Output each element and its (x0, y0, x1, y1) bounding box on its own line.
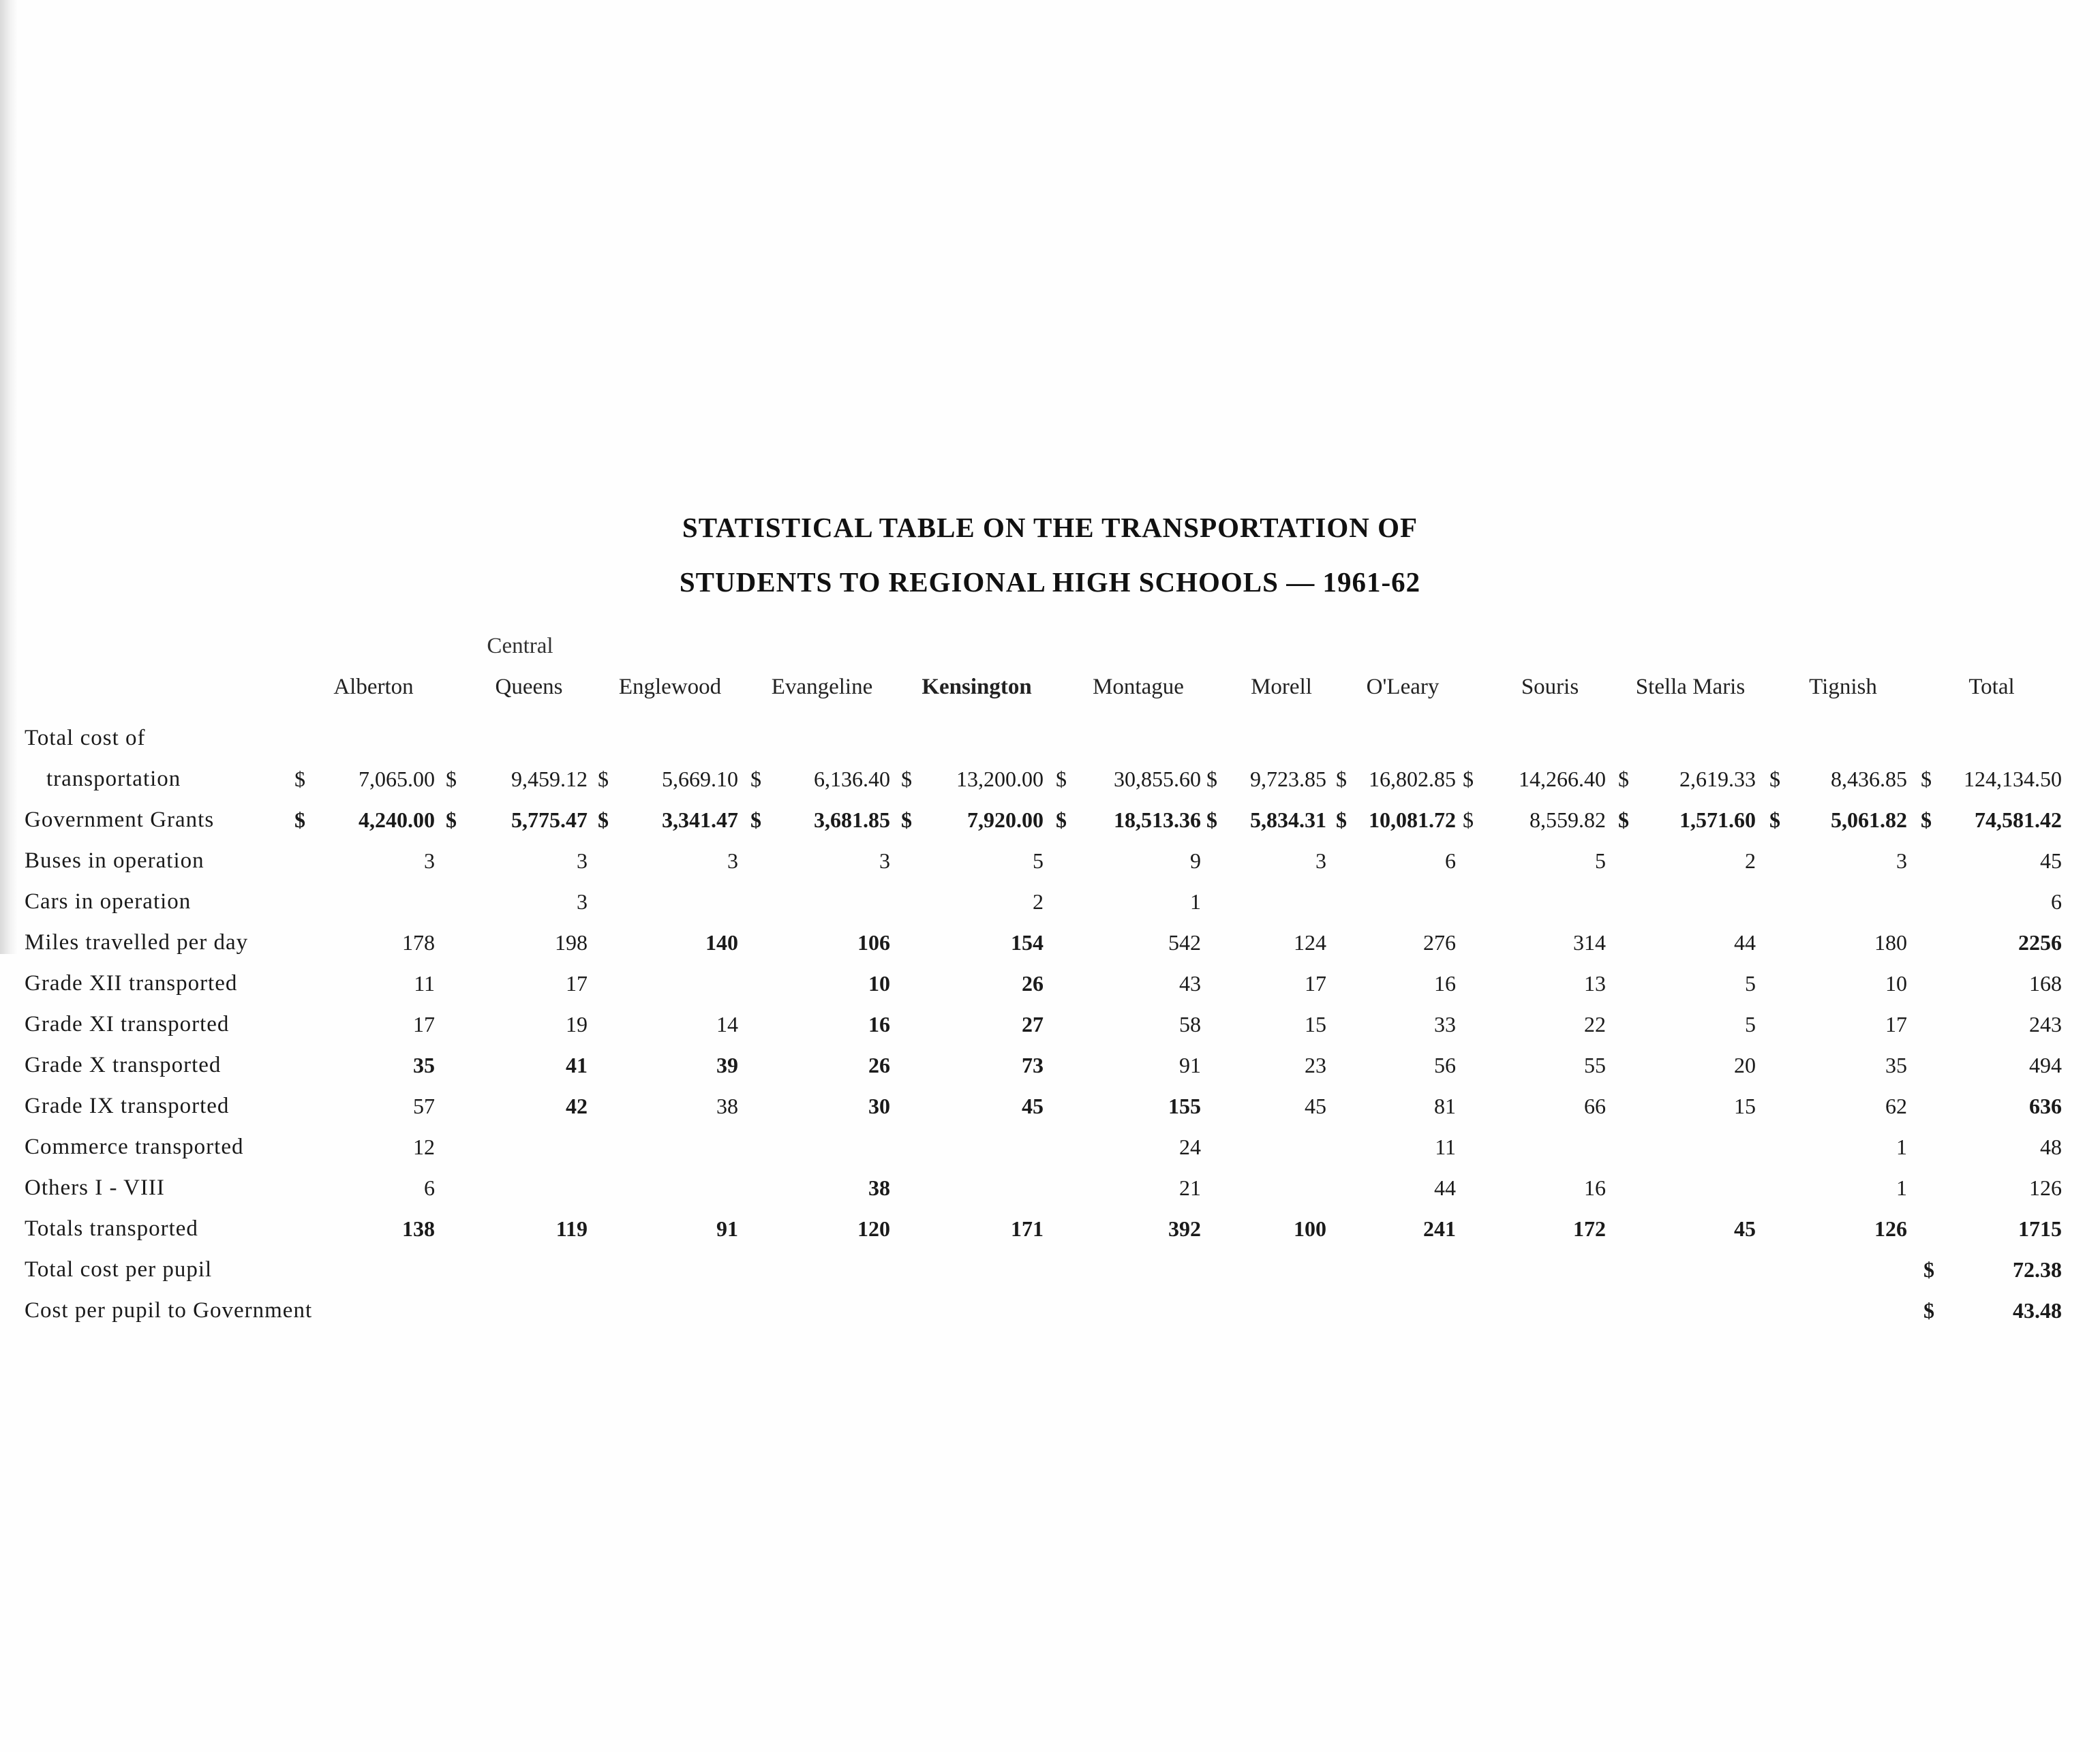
currency-symbol: $ (1923, 1257, 1934, 1282)
cars-cell: 6 (2051, 889, 2062, 914)
g11-cell: 17 (413, 1012, 435, 1036)
cars-label: Cars in operation (25, 889, 192, 914)
commerce-cell: 12 (413, 1135, 435, 1159)
g11-cell: 243 (2029, 1012, 2062, 1036)
total_cost-cell: 5,669.10 (662, 767, 738, 791)
g12-cell: 10 (1885, 971, 1907, 996)
column-header-o-leary: O'Leary (1366, 675, 1440, 699)
currency-symbol: $ (1923, 1298, 1934, 1323)
currency-symbol: $ (1618, 808, 1629, 832)
miles-cell: 124 (1294, 930, 1326, 955)
g9-cell: 81 (1434, 1094, 1456, 1118)
miles-cell: 44 (1734, 930, 1756, 955)
miles-cell: 106 (857, 930, 890, 955)
g9-cell: 15 (1734, 1094, 1756, 1118)
g10-cell: 20 (1734, 1053, 1756, 1077)
miles-cell: 314 (1573, 930, 1606, 955)
title-line-2: STUDENTS TO REGIONAL HIGH SCHOOLS — 1961-62 (679, 566, 1421, 598)
buses-cell: 3 (1315, 848, 1326, 873)
currency-symbol: $ (294, 808, 305, 832)
g12-cell: 168 (2029, 971, 2062, 996)
grants-cell: 3,681.85 (814, 808, 890, 832)
cost-per-pupil-government-label: Cost per pupil to Government (25, 1298, 313, 1323)
buses-cell: 5 (1033, 848, 1044, 873)
buses-cell: 3 (1896, 848, 1907, 873)
cars-cell: 1 (1190, 889, 1201, 914)
g11-cell: 16 (868, 1012, 890, 1036)
currency-symbol: $ (901, 767, 912, 791)
g10-cell: 23 (1305, 1053, 1326, 1077)
miles-cell: 198 (555, 930, 588, 955)
miles-cell: 154 (1011, 930, 1044, 955)
totals-cell: 126 (1874, 1216, 1907, 1241)
others-cell: 1 (1896, 1175, 1907, 1200)
commerce-cell: 48 (2040, 1135, 2062, 1159)
g11-cell: 22 (1584, 1012, 1606, 1036)
currency-symbol: $ (1336, 767, 1347, 791)
g12-cell: 13 (1584, 971, 1606, 996)
others-cell: 126 (2029, 1175, 2062, 1200)
g12-cell: 10 (868, 971, 890, 996)
g9-label: Grade IX transported (25, 1094, 230, 1118)
g9-cell: 45 (1305, 1094, 1326, 1118)
g9-cell: 42 (566, 1094, 588, 1118)
others-label: Others I - VIII (25, 1175, 165, 1200)
total_cost-cell: 30,855.60 (1114, 767, 1201, 791)
miles-cell: 178 (402, 930, 435, 955)
currency-symbol: $ (1056, 808, 1067, 832)
currency-symbol: $ (1056, 767, 1067, 791)
total_cost-cell: 8,436.85 (1831, 767, 1907, 791)
grants-label: Government Grants (25, 808, 215, 832)
g10-cell: 35 (413, 1053, 435, 1077)
grants-cell: 18,513.36 (1114, 808, 1201, 832)
total_cost-cell: 13,200.00 (956, 767, 1044, 791)
column-header-stella-maris: Stella Maris (1635, 675, 1746, 699)
miles-cell: 542 (1168, 930, 1201, 955)
g11-cell: 58 (1179, 1012, 1201, 1036)
column-header-souris: Souris (1521, 675, 1579, 699)
g10-cell: 55 (1584, 1053, 1606, 1077)
total_cost-cell: 16,802.85 (1369, 767, 1456, 791)
grants-cell: 5,834.31 (1250, 808, 1326, 832)
title-line-1: STATISTICAL TABLE ON THE TRANSPORTATION OF (682, 512, 1418, 543)
grants-cell: 7,920.00 (967, 808, 1044, 832)
total_cost-cell: 2,619.33 (1679, 767, 1756, 791)
total_cost-cell: 14,266.40 (1519, 767, 1606, 791)
g12-cell: 17 (1305, 971, 1326, 996)
column-header-montague: Montague (1093, 675, 1184, 699)
g9-cell: 45 (1022, 1094, 1044, 1118)
totals-cell: 91 (716, 1216, 738, 1241)
currency-symbol: $ (1206, 808, 1217, 832)
total_cost-label-line-2: transportation (46, 767, 181, 791)
grants-cell: 74,581.42 (1975, 808, 2062, 832)
currency-symbol: $ (1921, 808, 1932, 832)
others-cell: 38 (868, 1175, 890, 1200)
buses-cell: 3 (879, 848, 890, 873)
g9-cell: 636 (2029, 1094, 2062, 1118)
g10-cell: 91 (1179, 1053, 1201, 1077)
totals-cell: 120 (857, 1216, 890, 1241)
totals-cell: 172 (1573, 1216, 1606, 1241)
others-cell: 16 (1584, 1175, 1606, 1200)
totals-cell: 1715 (2018, 1216, 2062, 1241)
others-cell: 6 (424, 1175, 435, 1200)
column-header-queens: Queens (495, 675, 563, 699)
column-header-prefix-central: Central (487, 634, 553, 658)
g9-cell: 30 (868, 1094, 890, 1118)
miles-label: Miles travelled per day (25, 930, 249, 955)
totals-cell: 241 (1423, 1216, 1456, 1241)
totals-cell: 138 (402, 1216, 435, 1241)
g10-label: Grade X transported (25, 1053, 222, 1077)
column-header-alberton: Alberton (333, 675, 414, 699)
commerce-cell: 24 (1179, 1135, 1201, 1159)
currency-symbol: $ (598, 808, 609, 832)
g12-cell: 43 (1179, 971, 1201, 996)
total_cost-cell: 9,459.12 (511, 767, 588, 791)
miles-cell: 276 (1423, 930, 1456, 955)
total_cost-cell: 9,723.85 (1250, 767, 1326, 791)
currency-symbol: $ (1463, 808, 1474, 832)
currency-symbol: $ (1463, 767, 1474, 791)
currency-symbol: $ (598, 767, 609, 791)
g10-cell: 41 (566, 1053, 588, 1077)
g12-cell: 5 (1745, 971, 1756, 996)
grants-cell: 5,061.82 (1831, 808, 1907, 832)
currency-symbol: $ (1769, 808, 1780, 832)
cost-per-pupil-value: 72.38 (2013, 1257, 2062, 1282)
grants-cell: 8,559.82 (1530, 808, 1606, 832)
grants-cell: 3,341.47 (662, 808, 738, 832)
g11-cell: 15 (1305, 1012, 1326, 1036)
g12-cell: 26 (1022, 971, 1044, 996)
totals-cell: 119 (556, 1216, 588, 1241)
buses-cell: 5 (1595, 848, 1606, 873)
total_cost-cell: 6,136.40 (814, 767, 890, 791)
buses-cell: 2 (1745, 848, 1756, 873)
column-header-total: Total (1968, 675, 2015, 699)
column-header-morell: Morell (1251, 675, 1312, 699)
buses-cell: 6 (1445, 848, 1456, 873)
currency-symbol: $ (1618, 767, 1629, 791)
cost-per-pupil-government-value: 43.48 (2013, 1298, 2062, 1323)
currency-symbol: $ (901, 808, 912, 832)
currency-symbol: $ (446, 767, 457, 791)
g12-cell: 16 (1434, 971, 1456, 996)
g10-cell: 35 (1885, 1053, 1907, 1077)
commerce-label: Commerce transported (25, 1135, 244, 1159)
currency-symbol: $ (1206, 767, 1217, 791)
g10-cell: 39 (716, 1053, 738, 1077)
totals-cell: 100 (1294, 1216, 1326, 1241)
buses-label: Buses in operation (25, 848, 204, 873)
miles-cell: 180 (1874, 930, 1907, 955)
currency-symbol: $ (750, 808, 761, 832)
totals-cell: 45 (1734, 1216, 1756, 1241)
column-header-englewood: Englewood (618, 675, 722, 699)
g9-cell: 155 (1168, 1094, 1201, 1118)
miles-cell: 140 (705, 930, 738, 955)
currency-symbol: $ (446, 808, 457, 832)
g10-cell: 56 (1434, 1053, 1456, 1077)
commerce-cell: 11 (1435, 1135, 1456, 1159)
g9-cell: 62 (1885, 1094, 1907, 1118)
g9-cell: 38 (716, 1094, 738, 1118)
total_cost-label-line-1: Total cost of (25, 726, 146, 750)
column-header-kensington: Kensington (922, 675, 1032, 699)
column-header-evangeline: Evangeline (771, 675, 873, 699)
g9-cell: 57 (413, 1094, 435, 1118)
others-cell: 21 (1179, 1175, 1201, 1200)
g11-cell: 5 (1745, 1012, 1756, 1036)
total_cost-cell: 124,134.50 (1964, 767, 2062, 791)
g10-cell: 26 (868, 1053, 890, 1077)
column-header-tignish: Tignish (1809, 675, 1877, 699)
cost-per-pupil-label: Total cost per pupil (25, 1257, 213, 1282)
grants-cell: 4,240.00 (359, 808, 435, 832)
grants-cell: 10,081.72 (1369, 808, 1456, 832)
g11-cell: 19 (566, 1012, 588, 1036)
buses-cell: 45 (2040, 848, 2062, 873)
currency-symbol: $ (1921, 767, 1932, 791)
currency-symbol: $ (750, 767, 761, 791)
g11-cell: 33 (1434, 1012, 1456, 1036)
buses-cell: 3 (727, 848, 738, 873)
totals-cell: 392 (1168, 1216, 1201, 1241)
g11-cell: 14 (716, 1012, 738, 1036)
cars-cell: 2 (1033, 889, 1044, 914)
g11-cell: 27 (1022, 1012, 1044, 1036)
currency-symbol: $ (294, 767, 305, 791)
buses-cell: 3 (577, 848, 588, 873)
grants-cell: 5,775.47 (511, 808, 588, 832)
g11-cell: 17 (1885, 1012, 1907, 1036)
totals-label: Totals transported (25, 1216, 198, 1241)
cars-cell: 3 (577, 889, 588, 914)
g9-cell: 66 (1584, 1094, 1606, 1118)
others-cell: 44 (1434, 1175, 1456, 1200)
g10-cell: 494 (2029, 1053, 2062, 1077)
currency-symbol: $ (1336, 808, 1347, 832)
buses-cell: 3 (424, 848, 435, 873)
scan-shadow-edge (0, 0, 18, 954)
g12-cell: 11 (414, 971, 435, 996)
buses-cell: 9 (1190, 848, 1201, 873)
g12-cell: 17 (566, 971, 588, 996)
commerce-cell: 1 (1896, 1135, 1907, 1159)
total_cost-cell: 7,065.00 (359, 767, 435, 791)
currency-symbol: $ (1769, 767, 1780, 791)
g12-label: Grade XII transported (25, 971, 238, 996)
grants-cell: 1,571.60 (1679, 808, 1756, 832)
g11-label: Grade XI transported (25, 1012, 230, 1036)
miles-cell: 2256 (2018, 930, 2062, 955)
g10-cell: 73 (1022, 1053, 1044, 1077)
totals-cell: 171 (1011, 1216, 1044, 1241)
